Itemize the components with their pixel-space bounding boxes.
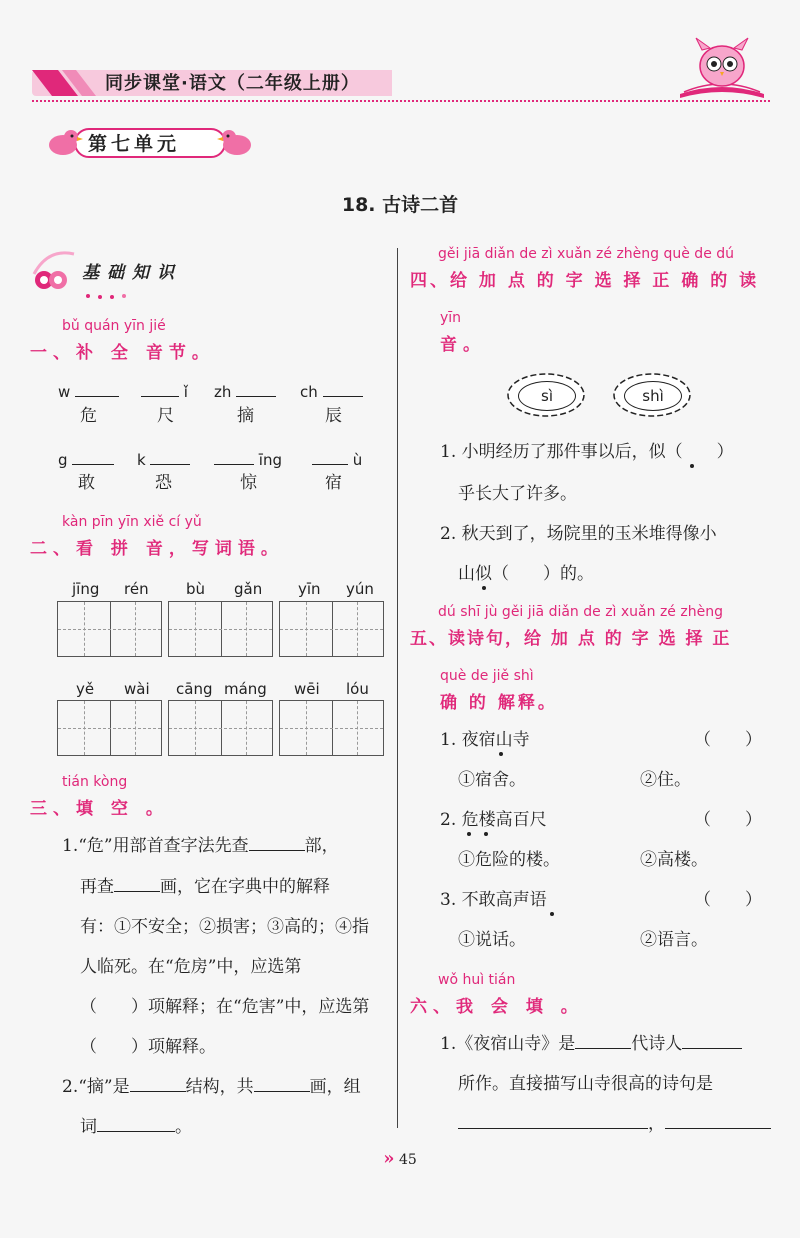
s1-r1-c: zh [214,382,276,401]
s1-r2-a: g [58,450,114,469]
s5-title2: 确 的 解释。 [440,693,558,713]
s1-char: 辰 [325,406,342,426]
s2-pinyin: kàn pīn yīn xiě cí yǔ [62,514,202,530]
writing-grid[interactable] [168,700,273,756]
s6-q1-line3: ， [458,1114,771,1134]
s5-q2-paren[interactable]: （ ） [694,810,762,830]
s5-q1: 1. 夜宿山寺 [440,730,530,750]
s3-q1-line6: （ ）项解释。 [80,1037,216,1057]
grid-pinyin: wài [124,680,150,698]
s3-q1-line2: 再查 画，它在字典中的解释 [80,877,330,897]
s3-q1-line1: 1.“危”用部首查字法先查 部， [62,836,339,856]
s1-r2-c: īng [214,450,282,469]
grid-pinyin: rén [124,580,149,598]
s1-char: 恐 [155,473,172,493]
s1-r2-d: ù [312,450,362,469]
s1-r1-d: ch [300,382,363,401]
grid-pinyin: yún [346,580,374,598]
s5-q2-b: ②高楼。 [640,850,708,870]
grid-pinyin: cāng [176,680,213,698]
s6-q1-line2: 所作。直接描写山寺很高的诗句是 [458,1074,713,1094]
header-stripes [32,70,102,96]
reading-option[interactable] [506,372,586,418]
s1-char: 惊 [240,473,257,493]
grid-pinyin: wēi [294,680,320,698]
grid-pinyin: jīng [72,580,100,598]
double-chevron-icon: » [383,1148,395,1169]
s1-char: 敢 [78,473,95,493]
reading-option-label: shì [624,381,682,411]
s4-q2-line2: 山似（ ）的。 [458,564,594,584]
s4-pinyin1: gěi jiā diǎn de zì xuǎn zé zhèng què de dú [438,246,735,262]
s3-title: 三、填 空 。 [30,799,169,819]
s5-pinyin1: dú shī jù gěi jiā diǎn de zì xuǎn zé zhèng [438,604,723,620]
column-divider [397,248,398,1128]
s3-q2-line2: 词 。 [80,1117,192,1137]
s3-q2-line1: 2.“摘”是 结构，共 画，组 [62,1077,361,1097]
header-title: 同步课堂·语文（二年级上册） [105,73,360,94]
s1-char: 尺 [157,406,174,426]
s5-q3-paren[interactable]: （ ） [694,890,762,910]
s5-pinyin2: què de jiě shì [440,668,534,684]
s5-q1-b: ②住。 [640,770,691,790]
s5-q1-paren[interactable]: （ ） [694,730,762,750]
s5-q3-b: ②语言。 [640,930,708,950]
grid-pinyin: lóu [346,680,369,698]
grid-pinyin: gǎn [234,580,263,598]
grid-pinyin: bù [186,580,206,598]
grid-pinyin: máng [224,680,267,698]
basic-knowledge-label: 基础知识 [82,263,182,283]
writing-grid[interactable] [57,700,162,756]
emphasis-dot [484,832,488,836]
emphasis-dot [550,912,554,916]
s3-q1-line4: 人临死。在“危房”中，应选第 [80,957,302,977]
s4-q1-line1: 1. 小明经历了那件事以后，似（ ） [440,442,734,462]
s5-q2-a: ①危险的楼。 [458,850,560,870]
reading-option[interactable] [612,372,692,418]
page-number: » 45 [383,1148,417,1169]
emphasis-dot [482,586,486,590]
writing-grid[interactable] [279,700,384,756]
s1-title: 一、补 全 音节。 [30,343,215,363]
s6-q1-line1: 1.《夜宿山寺》是 代诗人 [440,1034,742,1054]
s6-pinyin: wǒ huì tián [438,972,516,988]
s5-title1: 五、读诗句，给 加 点 的 字 选 择 正 [410,629,732,649]
s1-pinyin: bǔ quán yīn jié [62,318,166,334]
s1-char: 宿 [325,473,342,493]
s4-pinyin2: yīn [440,310,462,326]
emphasis-dot [467,832,471,836]
writing-grid[interactable] [168,601,273,657]
s4-title2: 音。 [440,335,486,355]
lesson-title: 18. 古诗二首 [341,194,459,216]
s6-title: 六、我 会 填 。 [410,997,584,1017]
s5-q3: 3. 不敢高声语 [440,890,547,910]
s1-r1-a: w [58,382,119,401]
s5-q1-a: ①宿舍。 [458,770,526,790]
s4-q1-line2: 乎长大了许多。 [458,484,577,504]
header-divider [32,100,770,102]
s1-r2-b: k [137,450,190,469]
s5-q2: 2. 危楼高百尺 [440,810,547,830]
s1-char: 危 [80,406,97,426]
unit-label: 第七单元 [88,133,181,155]
s4-q2-line1: 2. 秋天到了，场院里的玉米堆得像小 [440,524,717,544]
s5-q3-a: ①说话。 [458,930,526,950]
emphasis-dot [499,752,503,756]
s4-title1: 四、给 加 点 的 字 选 择 正 确 的 读 [410,271,760,291]
s3-q1-line3: 有：①不安全；②损害；③高的；④指 [80,917,369,937]
reading-option-label: sì [518,381,576,411]
writing-grid[interactable] [279,601,384,657]
s3-q1-line5: （ ）项解释；在“危害”中，应选第 [80,997,370,1017]
s1-r1-b: ǐ [141,382,188,401]
grid-pinyin: yě [76,680,95,698]
owl-book-icon [672,36,772,100]
s1-char: 摘 [237,406,254,426]
s3-pinyin: tián kòng [62,774,128,790]
emphasis-dot [690,464,694,468]
s2-title: 二、看 拼 音，写词语。 [30,539,284,559]
writing-grid[interactable] [57,601,162,657]
grid-pinyin: yīn [298,580,321,598]
